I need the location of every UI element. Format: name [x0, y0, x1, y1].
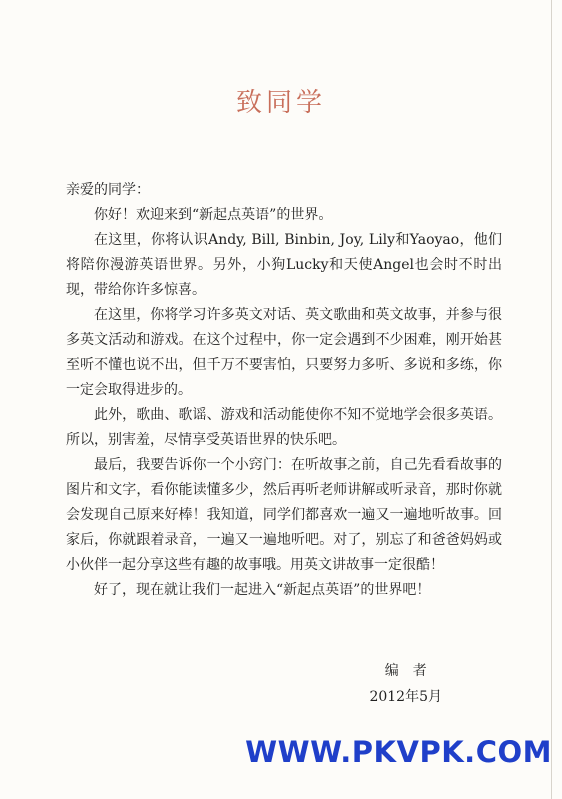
- paragraph-4: 此外，歌曲、歌谣、游戏和活动能使你不知不觉地学会很多英语。所以，别害羞，尽情享受英语世界的快乐吧。: [66, 407, 502, 448]
- watermark-text: WWW.PKVPK.COM: [245, 735, 552, 769]
- signature-block: [369, 658, 442, 710]
- document-title: 致同学: [235, 88, 326, 119]
- letter-greeting: 亲爱的同学：: [66, 182, 150, 198]
- paragraph-5: 最后，我要告诉你一个小窍门：在听故事之前，自己先看看故事的图片和文字，看你能读懂多少，然后再听老师讲解或听录音，那时你就会发现自己原来好棒！我知道，同学们都喜欢一遍又一遍地听故事。回家后，你就跟着录音，一遍又一遍地听吧。对了，别忘了和爸爸妈妈或小伙伴一起分享这些有趣的故事哦。用英文讲故事一定很酷！: [66, 457, 502, 573]
- paragraph-3: 在这里，你将学习许多英文对话、英文歌曲和英文故事，并参与很多英文活动和游戏。在这个过程中，你一定会遇到不少困难，刚开始甚至听不懂也说不出，但千万不要害怕，只要努力多听、多说和多练，你一定会取得进步的。: [66, 307, 502, 398]
- date-line: 2012年5月: [369, 689, 442, 705]
- author-line: 编者: [384, 663, 441, 679]
- paragraph-2: 在这里，你将认识Andy, Bill, Binbin, Joy, Lily和Yaoyao，他们将陪你漫游英语世界。另外，小狗Lucky和天使Angel也会时不时出现，带给你许多惊喜。: [66, 232, 502, 298]
- letter-body: [66, 178, 502, 603]
- paragraph-6: 好了，现在就让我们一起进入“新起点英语”的世界吧！: [94, 582, 431, 598]
- page-edge-line: [551, 0, 552, 799]
- paragraph-1: 你好！欢迎来到“新起点英语”的世界。: [94, 207, 333, 223]
